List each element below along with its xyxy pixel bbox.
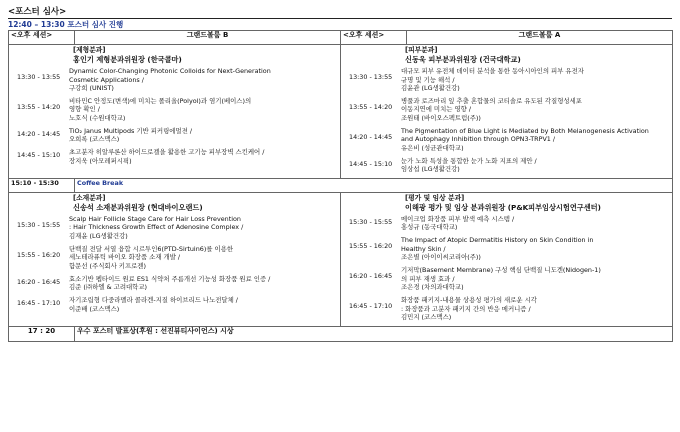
talk-slot	[343, 236, 670, 262]
talk-line: 병풀과 로즈마리 잎 추출 혼합물의 코티솔로 유도된 각질형성세포	[401, 96, 582, 105]
talk-line: 조은별 (아이이씨코리아(주))	[401, 253, 481, 262]
talk-line: : 화장품과 고분자 패키지 간의 반응 메커니즘 /	[401, 304, 531, 313]
awards-time: 17 : 20	[9, 326, 75, 341]
talk-line: 영향 확인 /	[69, 105, 100, 114]
talk-time: 14:20 - 14:45	[17, 129, 61, 138]
talk-line: 조은경 (차의과대학교)	[401, 283, 464, 292]
talk-details	[69, 127, 338, 144]
talk-details	[69, 245, 338, 271]
talk-details	[401, 157, 670, 174]
talk-time: 15:55 - 16:20	[17, 250, 61, 259]
talk-line: 단백질 전달 서열 융합 시르투인6(PTD-Sirtuin6)를 이용한	[69, 244, 234, 253]
session-label-b: <오후 세션>	[9, 31, 75, 45]
talk-line: 화장품 패키지-내용물 상용성 평가의 새로운 시각	[401, 295, 537, 304]
room-b-header: 그랜드볼룸 B	[75, 31, 341, 45]
talk-details	[69, 275, 338, 292]
talk-line: 의 피부 재생 효과 /	[401, 274, 455, 283]
panel-chair: 이해광 평가 및 임상 분과위원장 (P&K피부임상시험연구센터)	[405, 203, 601, 213]
talk-time: 15:30 - 15:55	[349, 217, 393, 226]
talk-line: 대규모 피부 유전체 데이터 분석을 통한 동아시아인의 피부 유전자	[401, 66, 584, 75]
talk-line: The Impact of Atopic Dermatitis History on Skin Condition in	[401, 236, 594, 245]
talk-slot	[11, 148, 338, 165]
talk-line: 장지욱 (아모레퍼시픽)	[69, 156, 132, 165]
formulation-panel	[9, 45, 341, 179]
talk-line: 홍성규 (동국대학교)	[401, 223, 458, 232]
talk-line: Cosmetic Applications /	[69, 75, 144, 84]
talk-time: 14:45 - 15:10	[349, 159, 393, 168]
talk-details	[401, 266, 670, 292]
talk-line: 눈가 노화 특성을 통합한 눈가 노화 지표의 제안 /	[401, 156, 537, 165]
talk-details	[401, 296, 670, 322]
talk-line: 효소기반 펩타이드 원료 ES1 식약처 주름개선 기능성 화장품 원료 인증 /	[69, 274, 271, 283]
session-label-a: <오후 세션>	[341, 31, 407, 45]
skin-panel	[341, 45, 673, 179]
talk-slot	[11, 215, 338, 241]
break-time: 15:10 - 15:30	[9, 178, 75, 192]
talk-line: 기저막(Basement Membrane) 구성 핵심 단백질 니도겐(Nidogen-1)	[401, 266, 601, 275]
talk-time: 16:20 - 16:45	[349, 272, 393, 281]
talk-line: The Pigmentation of Blue Light is Mediated by Both Melanogenesis Activation	[401, 126, 649, 135]
panel-category: [제형분과]	[73, 46, 106, 54]
talk-line: 조원태 (바이오스펙트럼(주))	[401, 114, 481, 123]
talk-details	[401, 97, 670, 123]
panel-chair: 홍인기 제형분과위원장 (한국콜마)	[73, 55, 182, 65]
talk-line: 김준 (㈜하엘 & 고려대학교)	[69, 283, 148, 292]
talk-line: 초고분자 히알루론산 하이드로겔을 활용한 고기능 피부장벽 스킨케어 /	[69, 148, 265, 157]
break-label: Coffee Break	[75, 178, 673, 192]
talk-line: 메이크업 화장품 피부 발색 예측 시스템 /	[401, 214, 515, 223]
talk-line: 유은비 (성균관대학교)	[401, 144, 464, 153]
talk-slot	[343, 157, 670, 174]
talk-line: 세노테라퓨틱 바이오 화장품 소재 개발 /	[69, 253, 181, 262]
material-panel	[9, 192, 341, 326]
talk-time: 16:45 - 17:10	[17, 298, 61, 307]
talk-line: 노호식 (수원대학교)	[69, 114, 126, 123]
block-two-row	[9, 192, 673, 326]
talk-line: 이동지연에 미치는 영향 /	[401, 105, 471, 114]
talk-line: 임상섭 (LG생활건강)	[401, 165, 460, 174]
coffee-break-row	[9, 178, 673, 192]
talk-line: 비타민C 안정도(변색)에 미치는 폴리올(Polyol)과 염기(베이스)의	[69, 96, 252, 105]
schedule-table	[8, 30, 673, 342]
talk-details	[69, 296, 338, 313]
talk-time: 13:55 - 14:20	[349, 102, 393, 111]
talk-time: 13:55 - 14:20	[17, 102, 61, 111]
talk-details	[401, 127, 670, 153]
talk-time: 16:45 - 17:10	[349, 301, 393, 310]
talk-line: 오희록 (코스맥스)	[69, 135, 120, 144]
panel-category: [피부분과]	[405, 46, 438, 54]
talk-time: 13:30 - 13:55	[349, 72, 393, 81]
talk-slot	[343, 67, 670, 93]
panel-chair: 신송석 소재분과위원장 (현대바이오랜드)	[73, 203, 203, 213]
talk-slot	[343, 215, 670, 232]
talk-details	[69, 148, 338, 165]
talk-line: Scalp Hair Follicle Stage Care for Hair Loss Prevention	[69, 214, 241, 223]
talk-time: 14:20 - 14:45	[349, 132, 393, 141]
talk-slot	[343, 127, 670, 153]
talk-line: Dynamic Color-Changing Photonic Colloids for Next-Generation	[69, 66, 271, 75]
talk-time: 15:30 - 15:55	[17, 220, 61, 229]
awards-label: 우수 포스터 발표상(후원 : 선진뷰티사이언스) 시상	[75, 326, 673, 341]
room-a-header: 그랜드볼룸 A	[407, 31, 673, 45]
panel-chair: 신동욱 피부분과위원장 (건국대학교)	[405, 55, 521, 65]
talk-details	[69, 67, 338, 93]
awards-row	[9, 326, 673, 341]
talk-details	[69, 97, 338, 123]
talk-time: 16:20 - 16:45	[17, 277, 61, 286]
talk-slot	[11, 97, 338, 123]
talk-details	[401, 236, 670, 262]
talk-slot	[11, 127, 338, 144]
talk-slot	[11, 245, 338, 271]
talk-details	[69, 215, 338, 241]
talk-time: 14:45 - 15:10	[17, 151, 61, 160]
talk-time: 13:30 - 13:55	[17, 72, 61, 81]
talk-details	[401, 67, 670, 93]
talk-line: 이준배 (코스맥스)	[69, 304, 120, 313]
talk-line: : Hair Thickness Growth Effect of Adenosine Complex /	[69, 223, 244, 232]
talk-details	[401, 215, 670, 232]
talk-line: 김윤관 (LG생활건강)	[401, 84, 460, 93]
talk-line: 김민지 (코스맥스)	[401, 313, 452, 322]
talk-line: Healthy Skin /	[401, 244, 446, 253]
page-title: <포스터 심사>	[8, 7, 67, 17]
talk-line: 자기조립형 다중라멜라 콜라겐-지질 하이브리드 나노전달체 /	[69, 295, 238, 304]
talk-line: TiO₂ Janus Multipods 기반 피커링에멀젼 /	[69, 126, 192, 135]
talk-line: 구강희 (UNIST)	[69, 84, 114, 93]
talk-slot	[11, 275, 338, 292]
talk-slot	[11, 67, 338, 93]
talk-line: 규명 및 기능 해석 /	[401, 75, 455, 84]
talk-slot	[343, 97, 670, 123]
talk-line: 김재윤 (LG생활건강)	[69, 232, 128, 241]
talk-slot	[11, 296, 338, 313]
panel-category: [평가 및 임상 분과]	[405, 193, 465, 202]
panel-category: [소재분과]	[73, 193, 106, 202]
talk-slot	[343, 266, 670, 292]
talk-time: 15:55 - 16:20	[349, 242, 393, 251]
talk-line: and Autophagy Inhibition through OPN3-TRPV1 /	[401, 135, 556, 144]
block-one-row	[9, 45, 673, 179]
column-header-row	[9, 31, 673, 45]
poster-session-time: 12:40 – 13:30 포스터 심사 진행	[8, 18, 672, 30]
clinical-panel	[341, 192, 673, 326]
talk-line: 함문선 (주식회사 키프로젠)	[69, 262, 146, 271]
talk-slot	[343, 296, 670, 322]
